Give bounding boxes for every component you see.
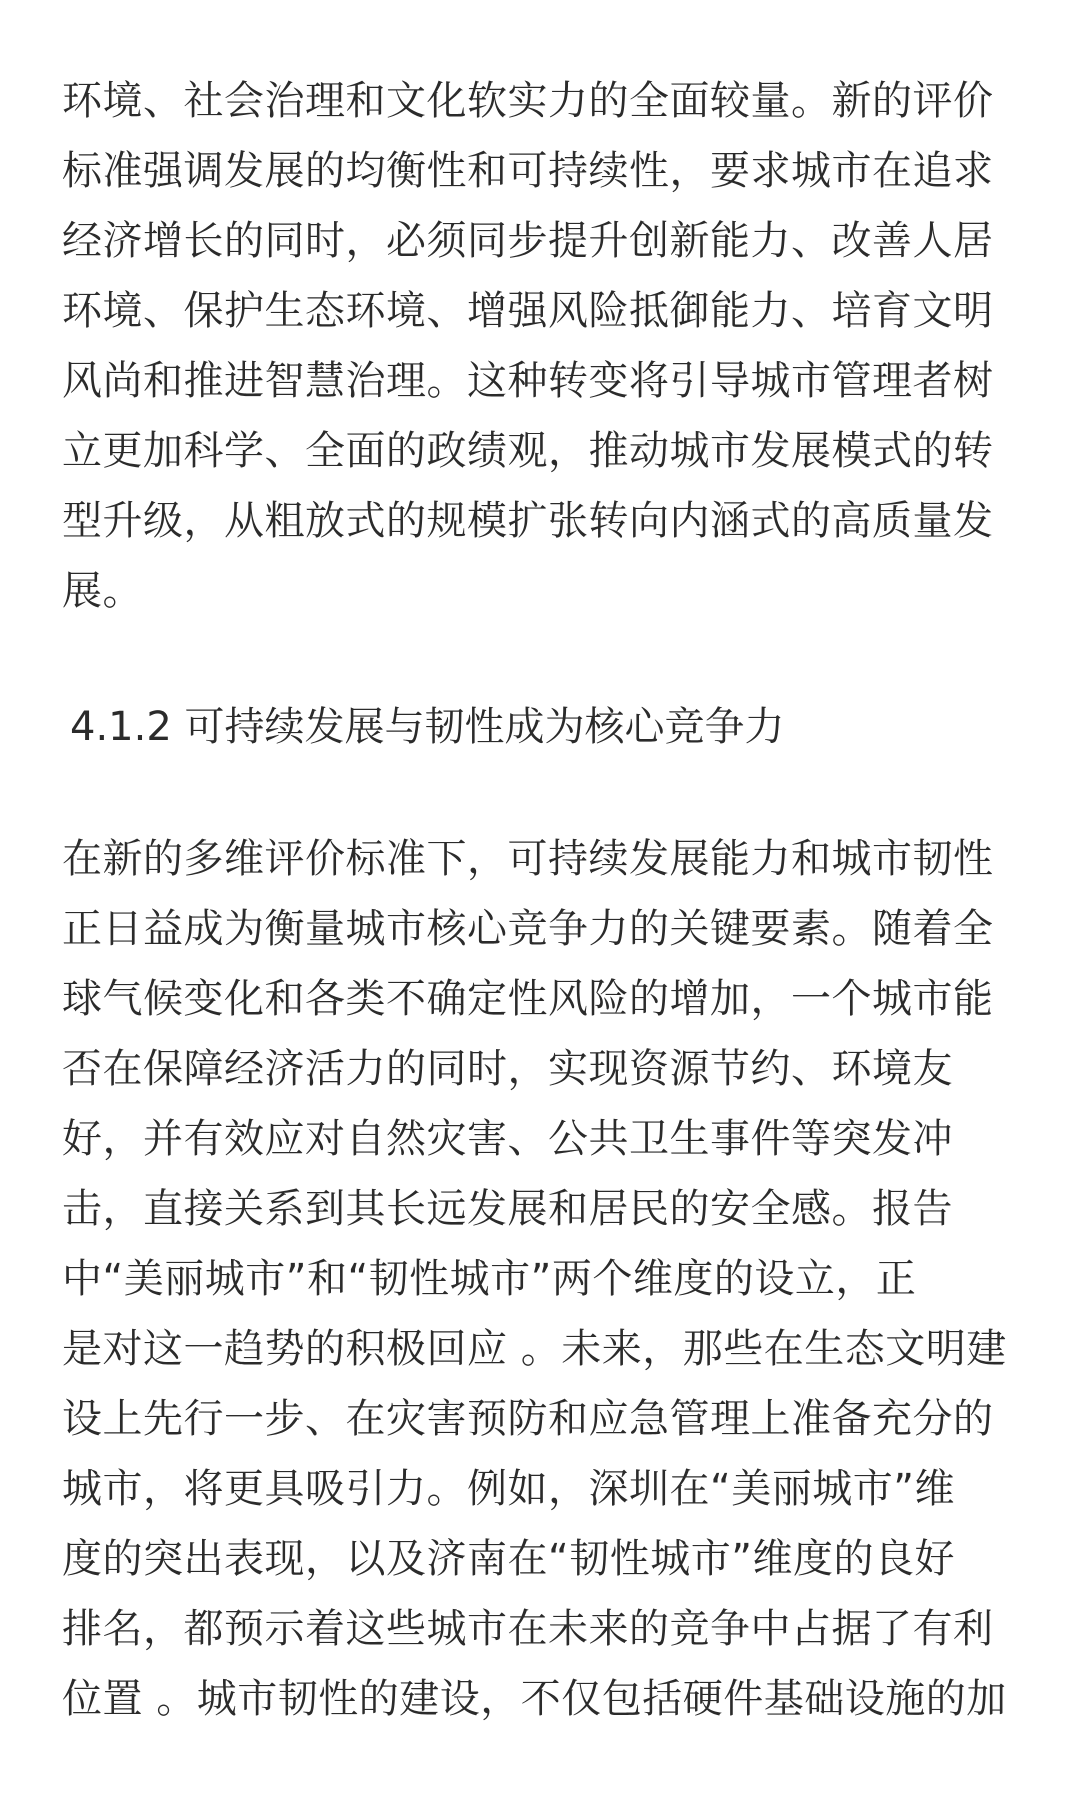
article-content [62,66,1022,1734]
paragraph-line: 是对这一趋势的积极回应 。未来，那些在生态文明建 [62,1326,1007,1372]
paragraph-line: 中“美丽城市”和“韧性城市”两个维度的设立，正 [62,1256,917,1302]
paragraph-line: 型升级，从粗放式的规模扩张转向内涵式的高质量发 [62,498,994,544]
paragraph-line: 正日益成为衡量城市核心竞争力的关键要素。随着全 [62,906,994,952]
paragraph-line: 环境、保护生态环境、增强风险抵御能力、培育文明 [62,288,994,334]
paragraph-line: 否在保障经济活力的同时，实现资源节约、环境友 [62,1046,953,1092]
paragraph-line: 位置 。城市韧性的建设，不仅包括硬件基础设施的加 [62,1676,1007,1722]
paragraph-line: 度的突出表现，以及济南在“韧性城市”维度的良好 [62,1536,955,1582]
paragraph-line: 排名，都预示着这些城市在未来的竞争中占据了有利 [62,1606,994,1652]
paragraph-line: 击，直接关系到其长远发展和居民的安全感。报告 [62,1186,953,1232]
intro-paragraph [62,66,1022,626]
section-heading: 4.1.2 可持续发展与韧性成为核心竞争力 [70,704,785,750]
paragraph-line: 设上先行一步、在灾害预防和应急管理上准备充分的 [62,1396,994,1442]
body-paragraph [62,824,1022,1734]
paragraph-line: 球气候变化和各类不确定性风险的增加，一个城市能 [62,976,994,1022]
paragraph-line: 城市，将更具吸引力。例如，深圳在“美丽城市”维 [62,1466,955,1512]
paragraph-line: 好，并有效应对自然灾害、公共卫生事件等突发冲 [62,1116,953,1162]
paragraph-line: 展。 [62,568,143,614]
paragraph-line: 立更加科学、全面的政绩观，推动城市发展模式的转 [62,428,994,474]
paragraph-line: 环境、社会治理和文化软实力的全面较量。新的评价 [62,78,994,124]
paragraph-line: 在新的多维评价标准下，可持续发展能力和城市韧性 [62,836,994,882]
paragraph-line: 风尚和推进智慧治理。这种转变将引导城市管理者树 [62,358,994,404]
paragraph-line: 标准强调发展的均衡性和可持续性，要求城市在追求 [62,148,994,194]
paragraph-line: 经济增长的同时，必须同步提升创新能力、改善人居 [62,218,994,264]
